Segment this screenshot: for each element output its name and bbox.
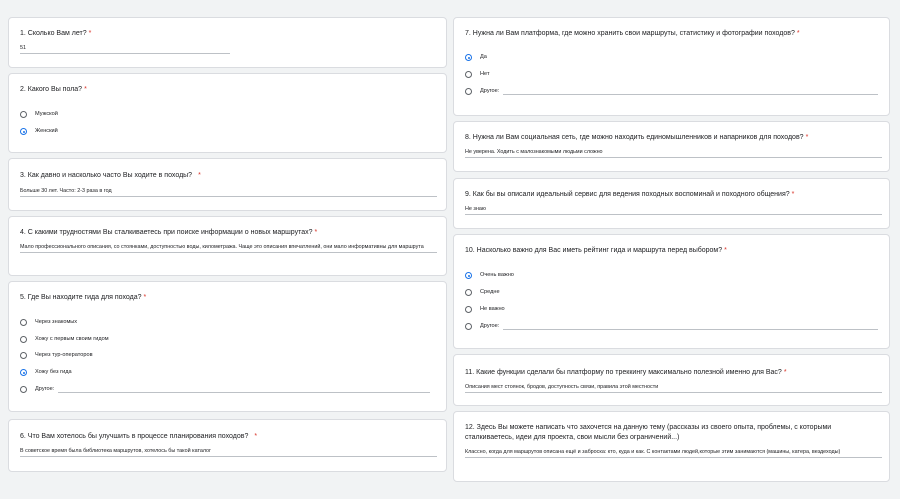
other-text-field[interactable] (503, 323, 878, 330)
question-card-10 (453, 234, 890, 349)
radio-button-selected[interactable] (465, 272, 472, 279)
question-title: 12. Здесь Вы можете написать что захочется на данную тему (рассказы из своего опыта, проблемы, с которыми сталкиваетесь, идеи для проекта, свои мысли без ограничений...) (465, 424, 832, 441)
required-asterisk: * (314, 229, 318, 236)
question-title: 2. Какого Вы пола? * (20, 86, 87, 93)
question-card-6 (8, 419, 447, 472)
required-asterisk: * (198, 172, 201, 179)
question-card-5 (8, 281, 447, 412)
useful-features-answer[interactable]: Описания мест стоянок, бродов, доступность связи, правила этой местности (465, 384, 882, 393)
radio-button[interactable] (465, 71, 472, 78)
question-title: 9. Как бы вы описали идеальный сервис для ведения походных воспоминай и походного общения? * (465, 191, 795, 198)
required-asterisk: * (143, 294, 147, 301)
radio-option-no-guide[interactable]: Хожу без гида (20, 369, 72, 376)
question-title: 10. Насколько важно для Вас иметь рейтинг гида и маршрута перед выбором? * (465, 247, 727, 254)
question-title: 6. Что Вам хотелось бы улучшить в процессе планирования походов? * (20, 433, 258, 440)
radio-option-first-guide[interactable]: Хожу с первым своим гидом (20, 336, 109, 343)
question-title: 11. Какие функции сделали бы платформу по треккингу максимально полезной именно для Вас? * (465, 369, 787, 376)
radio-button[interactable] (465, 306, 472, 313)
question-card-2 (8, 73, 447, 153)
improvement-answer[interactable]: В советское время была библиотека маршрутов, хотелось бы такой каталог (20, 448, 437, 457)
question-title: 8. Нужна ли Вам социальная сеть, где можно находить единомышленников и напарников для походов? * (465, 134, 809, 141)
question-card-1 (8, 17, 447, 68)
question-card-4 (8, 216, 447, 276)
radio-option-medium[interactable]: Средне (465, 289, 500, 296)
question-card-11 (453, 354, 890, 406)
required-asterisk: * (805, 134, 809, 141)
radio-option-no[interactable]: Нет (465, 71, 490, 78)
question-card-12 (453, 411, 890, 482)
radio-option-male[interactable]: Мужской (20, 111, 58, 118)
radio-button-selected[interactable] (20, 128, 27, 135)
question-card-7 (453, 17, 890, 116)
radio-button[interactable] (20, 386, 27, 393)
required-asterisk: * (796, 30, 800, 37)
other-text-field[interactable] (58, 386, 430, 393)
radio-button[interactable] (20, 319, 27, 326)
radio-option-other[interactable]: Другое: (465, 323, 878, 330)
radio-button[interactable] (465, 88, 472, 95)
required-asterisk: * (88, 30, 92, 37)
radio-button[interactable] (465, 289, 472, 296)
ideal-service-answer[interactable]: Не знаю (465, 206, 882, 215)
radio-button-selected[interactable] (465, 54, 472, 61)
required-asterisk: * (791, 191, 795, 198)
question-card-8 (453, 121, 890, 172)
required-asterisk: * (724, 247, 727, 254)
radio-option-through-friends[interactable]: Через знакомых (20, 319, 77, 326)
difficulties-answer[interactable]: Мало профессионального описания, со стоянками, доступностью воды, километража. Чаще это описания впечатлений, они мало информативны для маршрута (20, 244, 437, 253)
radio-option-female[interactable]: Женский (20, 128, 58, 135)
radio-option-tour-operators[interactable]: Через тур-операторов (20, 352, 93, 359)
required-asterisk: * (783, 369, 787, 376)
question-card-3 (8, 158, 447, 211)
radio-option-yes[interactable]: Да (465, 54, 487, 61)
radio-option-very-important[interactable]: Очень важно (465, 272, 514, 279)
radio-button-selected[interactable] (20, 369, 27, 376)
radio-button[interactable] (20, 111, 27, 118)
radio-option-other[interactable]: Другое: (465, 88, 878, 95)
social-network-answer[interactable]: Не уверена. Ходить с малознакомыми людьми сложно (465, 149, 882, 158)
question-title: 7. Нужна ли Вам платформа, где можно хранить свои маршруты, статистику и фотографии походов? * (465, 30, 800, 37)
question-title: 1. Сколько Вам лет? * (20, 30, 92, 37)
radio-button[interactable] (20, 352, 27, 359)
question-title: 3. Как давно и насколько часто Вы ходите в походы? * (20, 172, 201, 179)
question-card-9 (453, 178, 890, 229)
free-text-answer[interactable]: Классно, когда для маршрутов описана ещё и заброска: кто, куда и как. С контактами людей,которые этим занимаются (машины, катера, вездеходы) (465, 449, 882, 458)
radio-option-other[interactable]: Другое: (20, 386, 435, 393)
question-title: 4. С какими трудностями Вы сталкиваетесь при поиске информации о новых маршрутах? * (20, 229, 318, 236)
radio-option-not-important[interactable]: Не важно (465, 306, 505, 313)
age-answer-field[interactable]: 51 (20, 45, 230, 54)
radio-button[interactable] (20, 336, 27, 343)
radio-button[interactable] (465, 323, 472, 330)
required-asterisk: * (254, 433, 258, 440)
hiking-frequency-answer[interactable]: Больше 30 лет. Часто: 2-3 раза в год (20, 188, 437, 197)
required-asterisk: * (84, 86, 87, 93)
other-text-field[interactable] (503, 88, 878, 95)
question-title: 5. Где Вы находите гида для похода? * (20, 294, 147, 301)
